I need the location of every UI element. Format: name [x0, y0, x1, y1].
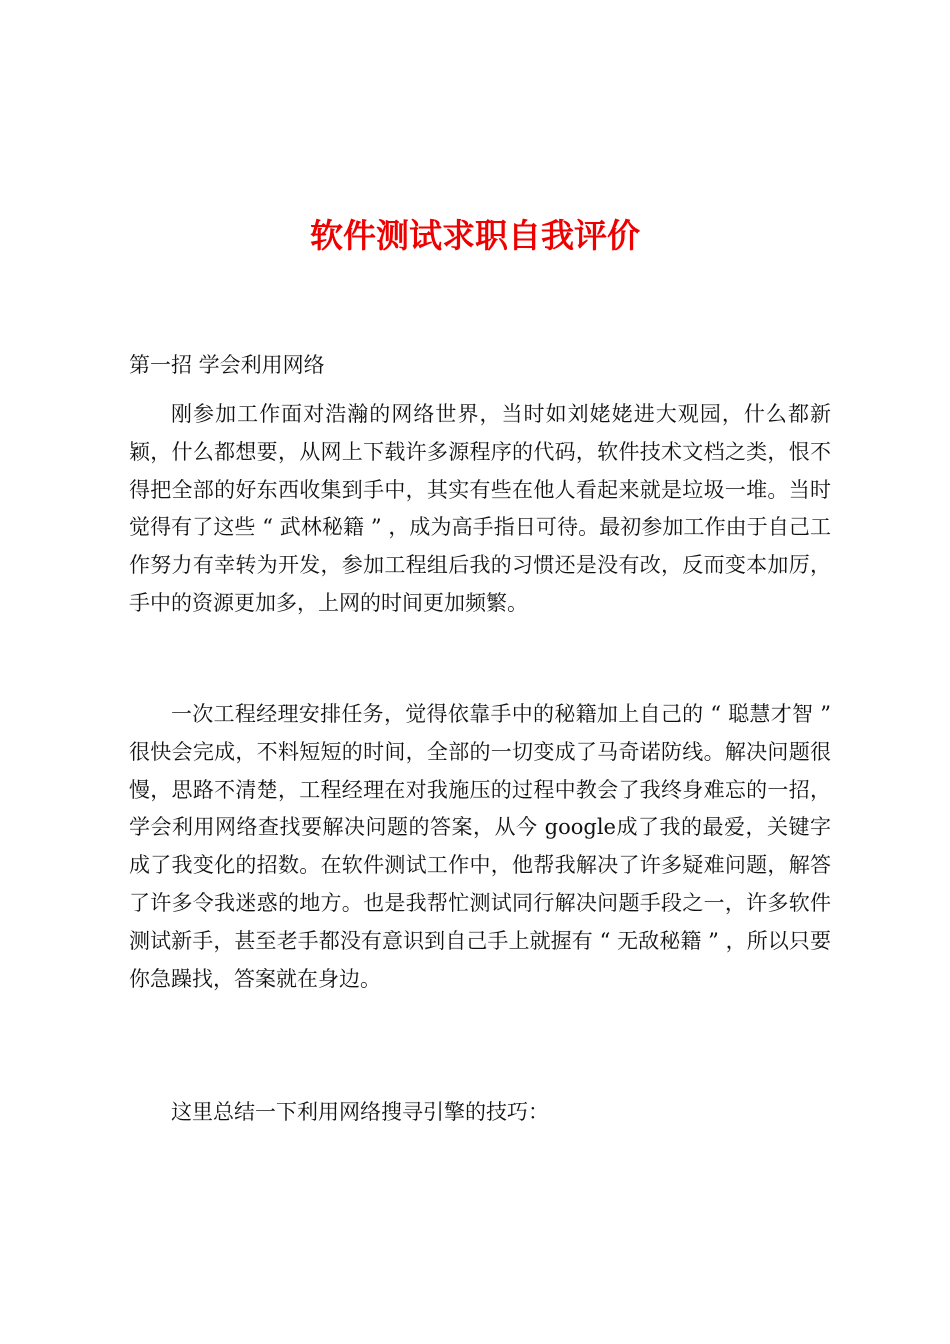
paragraph-1: 刚参加工作面对浩瀚的网络世界，当时如刘姥姥进大观园，什么都新颖，什么都想要，从网上下载许多源程序的代码，软件技术文档之类，恨不得把全部的好东西收集到手中，其实有些在他人看起来就是垃圾一堆。当时觉得有了这些 “ 武林秘籍 ” ，成为高手指日可待。最初参加工作由于自己工作努力有幸转为开发，参加工程组后我的习惯还是没有改，反而变本加厉，手中的资源更加多，上网的时间更加频繁。 — [129, 402, 831, 615]
document-title: 软件测试求职自我评价 — [310, 216, 640, 255]
paragraph-2: 一次工程经理安排任务，觉得依靠手中的秘籍加上自己的 “ 聪慧才智 ” 很快会完成，不料短短的时间，全部的一切变成了马奇诺防线。解决问题很慢，思路不清楚，工程经理在对我施压的过程中教会了我终身难忘的一招，学会利用网络查找要解决问题的答案，从今 google成了我的最爱，关键字成了我变化的招数。在软件测试工作中，他帮我解决了许多疑难问题，解答了许多令我迷惑的地方。也是我帮忙测试同行解决问题手段之一，许多软件测试新手，甚至老手都没有意识到自己手上就握有 “ 无敌秘籍 ” ，所以只要你急躁找，答案就在身边。 — [129, 702, 831, 991]
section-heading: 第一招 学会利用网络 — [129, 353, 325, 377]
paragraph-3: 这里总结一下利用网络搜寻引擎的技巧： — [171, 1100, 549, 1124]
